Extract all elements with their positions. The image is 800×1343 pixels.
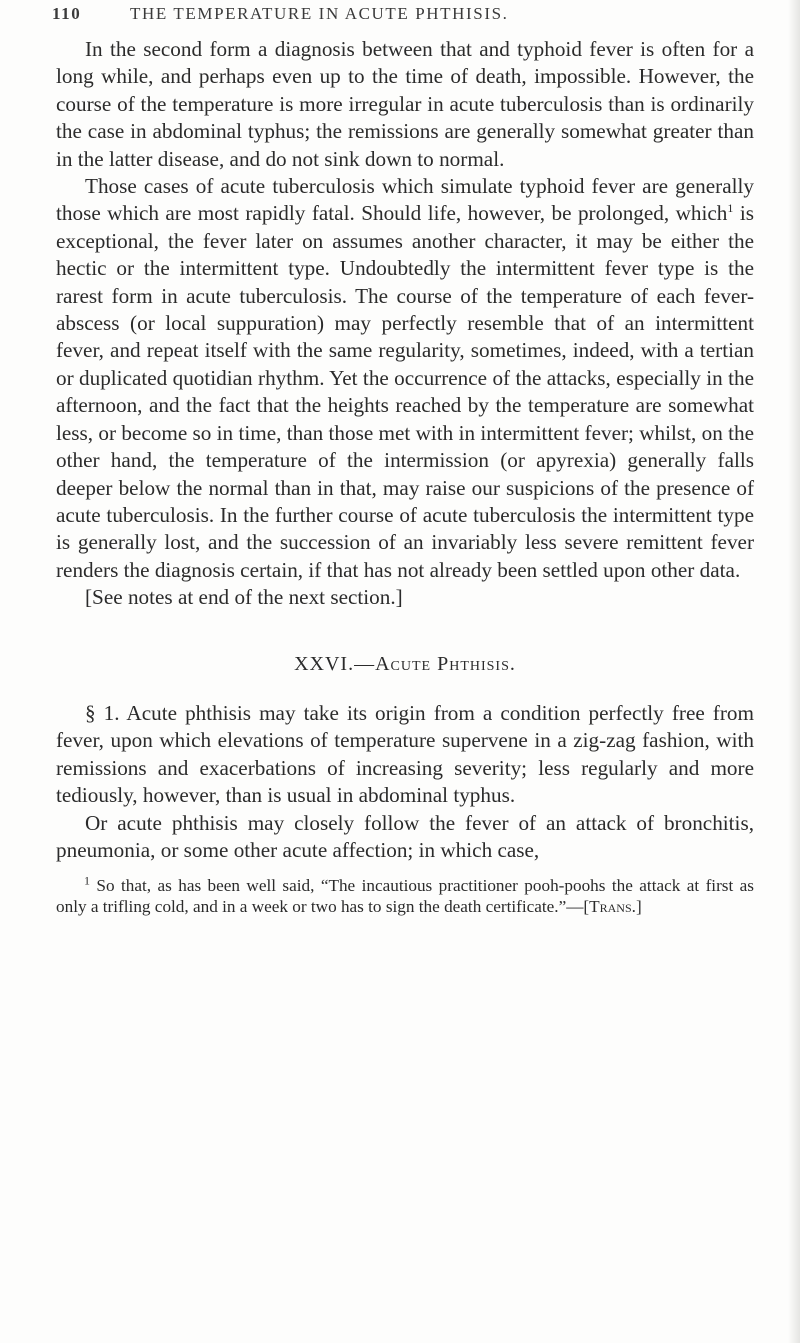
paragraph-typhoid-diagnosis: In the second form a diagnosis between that and typhoid fever is often for a long while, and perhaps even up to the time of death, impossible. However, the course of the temperature is more irregular in acute tuberculosis than is ordinarily the case in abdominal typhus; the remissions are generally somewhat greater than in the latter disease, and do not sink down to normal. (56, 37, 754, 171)
footnote-text: So that, as has been well said, “The incautious practitioner pooh-poohs the attack at first as only a trifling cold, and in a week or two has to sign the death certificate.”—[ (56, 876, 754, 916)
paragraph-text: Those cases of acute tuberculosis which simulate typhoid fever are generally those which are most rapidly fatal. Should life, however, be prolonged, which (56, 174, 754, 226)
section-heading (56, 651, 754, 678)
body-text (56, 36, 754, 917)
page-number: 110 (52, 4, 82, 23)
footnote-close: ] (635, 896, 642, 916)
page-edge-shadow (788, 0, 800, 1343)
running-header (52, 4, 730, 34)
running-title: THE TEMPERATURE IN ACUTE PHTHISIS. (130, 4, 509, 23)
paragraph-acute-tuberculosis (56, 173, 754, 584)
footnote-reference: 1 (727, 201, 734, 216)
section-number: XXVI. (294, 652, 355, 675)
footnote-trans: Trans. (589, 896, 636, 916)
paragraph-text: is exceptional, the fever later on assumes another character, it may be either the hectic or the intermittent type. Undoubtedly the intermittent fever type is the rarest form in acute tuberculosis. The course of the temperature of each fever-abscess (or local suppuration) may perfectly resemble that of an intermittent fever, and repeat itself with the same regularity, sometimes, indeed, with a tertian or duplicated quotidian rhythm. Yet the occurrence of the attacks, especially in the afternoon, and the fact that the heights reached by the temperature are somewhat less, or become so in time, than those met with in intermittent fever; whilst, on the other hand, the temperature of the intermission (or apyrexia) generally falls deeper below the normal than in that, may raise our suspicions of the presence of acute tuberculosis. In the further course of acute tuberculosis the intermittent type is generally lost, and the succession of an invariably less severe remittent fever renders the diagnosis certain, if that has not already been settled upon other data. (56, 201, 754, 582)
footnote-marker: 1 (84, 873, 90, 888)
section-title: —Acute Phthisis. (354, 652, 516, 675)
footnote (56, 873, 754, 917)
paragraph-section-1: § 1. Acute phthisis may take its origin from a condition perfectly free from fever, upon which elevations of temperature supervene in a zig-zag fashion, with remissions and exacerbations of increasing severity; less regularly and more tediously, however, than is usual in abdominal typhus. (56, 700, 754, 808)
footnote-paragraph (56, 873, 754, 917)
paragraph-see-notes: [See notes at end of the next section.] (85, 585, 403, 610)
paragraph-section-2: Or acute phthisis may closely follow the fever of an attack of bronchitis, pneumonia, or some other acute affection; in which case, (56, 810, 754, 862)
